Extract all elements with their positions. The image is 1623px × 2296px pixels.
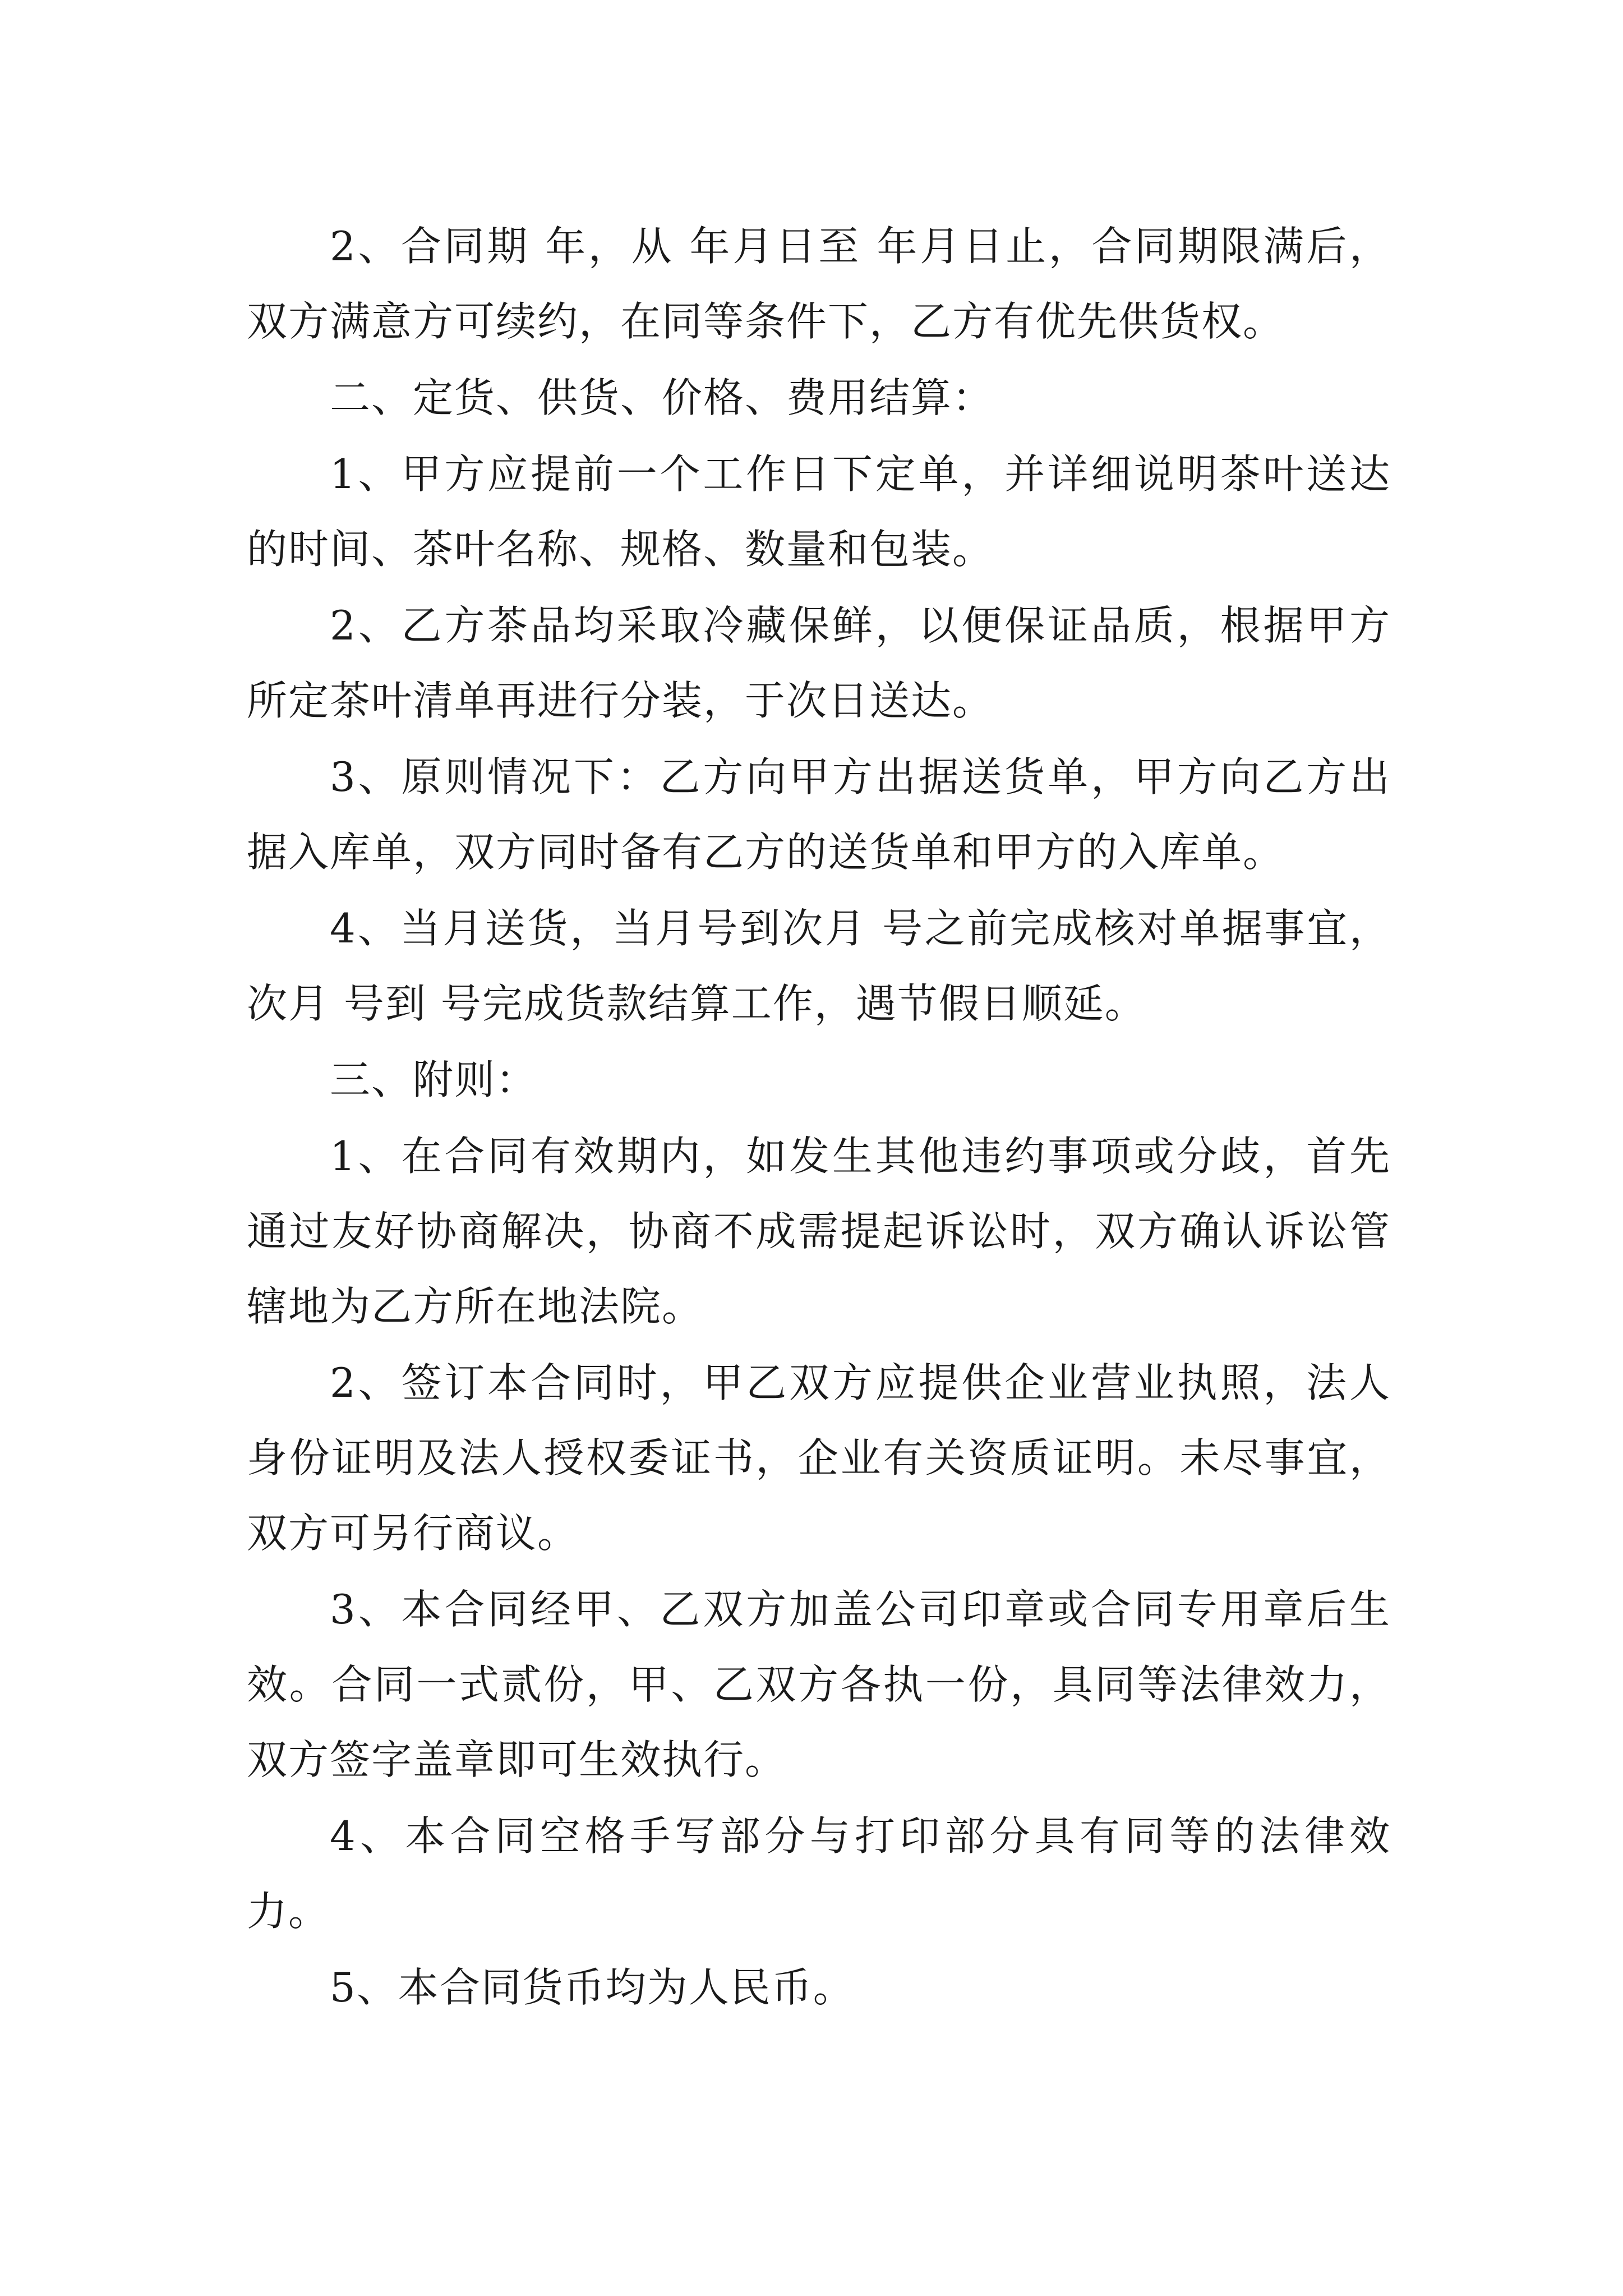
contract-body — [247, 209, 1391, 2026]
clause-dispute-resolution: 1、在合同有效期内，如发生其他违约事项或分歧，首先通过友好协商解决，协商不成需提起诉讼时，双方确认诉讼管辖地为乙方所在地法院。 — [247, 1133, 1391, 1330]
clause-currency: 5、本合同货币均为人民币。 — [330, 1964, 855, 2011]
section-heading-ordering-settlement: 二、定货、供货、价格、费用结算： — [330, 374, 994, 421]
clause-delivery-receipt: 3、原则情况下：乙方向甲方出据送货单，甲方向乙方出据入库单，双方同时备有乙方的送货单和甲方的入库单。 — [247, 753, 1391, 876]
clause-refrigeration: 2、乙方茶品均采取冷藏保鲜，以便保证品质，根据甲方所定茶叶清单再进行分装，于次日送达。 — [247, 602, 1391, 724]
section-heading-supplementary: 三、附则： — [330, 1056, 538, 1103]
clause-handwritten-part: 4、本合同空格手写部分与打印部分具有同等的法律效力。 — [247, 1812, 1391, 1935]
clause-order-advance: 1、甲方应提前一个工作日下定单，并详细说明茶叶送达的时间、茶叶名称、规格、数量和包装。 — [247, 450, 1391, 573]
clause-monthly-settlement: 4、当月送货，当月号到次月 号之前完成核对单据事宜，次月 号到 号完成货款结算工作，遇节假日顺延。 — [247, 905, 1391, 1027]
clause-business-license: 2、签订本合同时，甲乙双方应提供企业营业执照，法人身份证明及法人授权委证书，企业有关资质证明。未尽事宜，双方可另行商议。 — [247, 1359, 1391, 1557]
clause-contract-term: 2、合同期 年，从 年月日至 年月日止，合同期限满后，双方满意方可续约，在同等条件下，乙方有优先供货权。 — [247, 223, 1391, 345]
clause-effectiveness: 3、本合同经甲、乙双方加盖公司印章或合同专用章后生效。合同一式贰份，甲、乙双方各执一份，具同等法律效力，双方签字盖章即可生效执行。 — [247, 1586, 1391, 1783]
